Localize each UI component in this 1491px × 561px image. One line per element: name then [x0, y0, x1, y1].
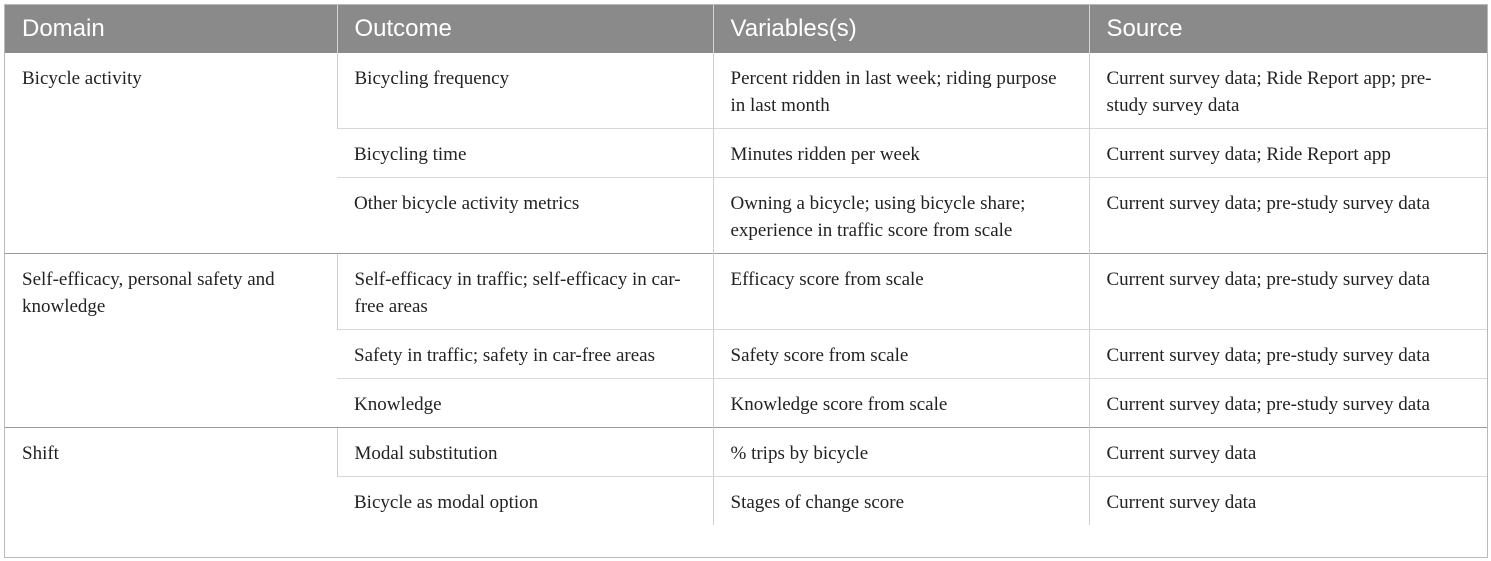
outcome-cell: Knowledge [337, 379, 713, 428]
source-cell: Current survey data [1089, 428, 1487, 477]
outcomes-table [5, 5, 1487, 525]
source-cell: Current survey data [1089, 477, 1487, 526]
variables-cell: Owning a bicycle; using bicycle share; experience in traffic score from scale [713, 178, 1089, 254]
header-row [5, 5, 1487, 53]
outcomes-table-container [4, 4, 1488, 558]
domain-cell: Shift [5, 428, 337, 526]
outcome-cell: Bicycling time [337, 129, 713, 178]
table-row [5, 428, 1487, 477]
variables-cell: Knowledge score from scale [713, 379, 1089, 428]
domain-cell: Self-efficacy, personal safety and knowledge [5, 254, 337, 428]
source-cell: Current survey data; pre-study survey data [1089, 379, 1487, 428]
outcome-cell: Bicycle as modal option [337, 477, 713, 526]
header-outcome: Outcome [337, 5, 713, 53]
domain-cell: Bicycle activity [22, 68, 142, 89]
source-cell: Current survey data; Ride Report app; pre-study survey data [1089, 53, 1487, 129]
header-variables: Variables(s) [713, 5, 1089, 53]
table-row [5, 53, 1487, 129]
variables-cell: Efficacy score from scale [713, 254, 1089, 330]
source-cell: Current survey data; pre-study survey data [1089, 330, 1487, 379]
variables-cell: Percent ridden in last week; riding purpose in last month [713, 53, 1089, 129]
variables-cell: Safety score from scale [713, 330, 1089, 379]
variables-cell: % trips by bicycle [713, 428, 1089, 477]
outcome-cell: Bicycling frequency [337, 53, 713, 129]
source-cell: Current survey data; pre-study survey data [1089, 254, 1487, 330]
variables-cell: Minutes ridden per week [713, 129, 1089, 178]
outcome-cell: Safety in traffic; safety in car-free areas [337, 330, 713, 379]
source-cell: Current survey data; Ride Report app [1089, 129, 1487, 178]
source-cell: Current survey data; pre-study survey data [1089, 178, 1487, 254]
table-row [5, 254, 1487, 330]
outcome-cell: Self-efficacy in traffic; self-efficacy in car-free areas [337, 254, 713, 330]
outcome-cell: Modal substitution [337, 428, 713, 477]
header-domain: Domain [5, 5, 337, 53]
outcome-cell: Other bicycle activity metrics [337, 178, 713, 254]
variables-cell: Stages of change score [713, 477, 1089, 526]
header-source: Source [1089, 5, 1487, 53]
